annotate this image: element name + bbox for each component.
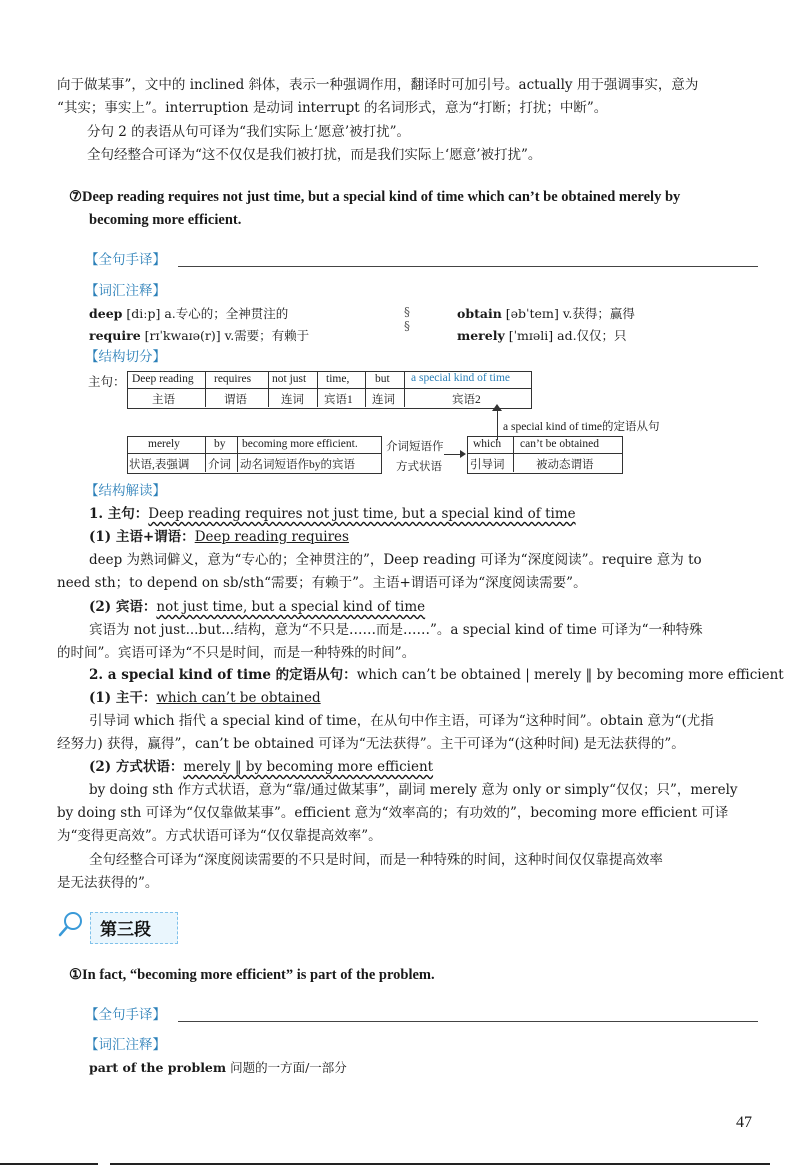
analysis-2-2-line-1: by doing sth 作方式状语，意为“靠/通过做某事”，副词 merely 意为 only or simply“仅仅；只”，merely xyxy=(89,782,738,798)
analysis-2 xyxy=(89,664,784,687)
analysis-2-1-body: which can’t be obtained xyxy=(156,690,321,706)
analysis-2-2-body: merely ‖ by becoming more efficient xyxy=(183,759,434,775)
vocab-def: a.专心的；全神贯注的 xyxy=(164,306,289,321)
row1-en-5: a special kind of time xyxy=(411,372,510,384)
vocab-word: obtain xyxy=(457,306,502,321)
section3-translation-blank-line xyxy=(178,1021,758,1022)
row1-zh-1: 谓语 xyxy=(224,394,247,406)
analysis-1-1 xyxy=(89,526,349,549)
sentence-7-line-1: ⑦Deep reading requires not just time, but a special kind of time which can’t be obtained merely by xyxy=(69,189,681,205)
row1-zh-2: 连词 xyxy=(281,394,304,406)
arrow-right-icon xyxy=(460,450,466,458)
vocab-def: 问题的一方面/一部分 xyxy=(226,1060,347,1075)
tag-analysis: 【结构解读】 xyxy=(85,483,166,499)
analysis-2-1-line-1: 引导词 which 指代 a special kind of time，在从句中作主语，可译为“这种时间”。obtain 意为“(尤指 xyxy=(89,713,714,729)
analysis-1-2-line-2: 的时间”。宾语可译为“不只是时间，而是一种特殊的时间”。 xyxy=(57,645,416,661)
vocab-word: part of the problem xyxy=(89,1060,227,1075)
col-divider xyxy=(513,437,514,472)
adverbial-divider xyxy=(127,453,381,454)
row3-zh-0: 引导词 xyxy=(470,459,505,471)
row2-en-1: by xyxy=(214,438,226,450)
row1-en-1: requires xyxy=(214,373,252,385)
translation-blank-line xyxy=(178,266,758,267)
vocab-obtain xyxy=(457,302,635,325)
prep-note-2: 方式状语 xyxy=(396,461,442,473)
summary-line-2: 是无法获得的”。 xyxy=(57,875,159,891)
top-line-1: 向于做某事”，文中的 inclined 斜体，表示一种强调作用，翻译时可加引号。actually 用于强调事实，意为 xyxy=(57,77,699,93)
vocab-merely xyxy=(457,324,627,347)
analysis-2-2-line-3: 为“变得更高效”。方式状语可译为“仅仅靠提高效率”。 xyxy=(57,828,382,844)
vocab-word: deep xyxy=(89,306,123,321)
row2-en-0: merely xyxy=(148,438,180,450)
analysis-1 xyxy=(89,503,576,526)
section3-tag-translation: 【全句手译】 xyxy=(85,1007,166,1023)
analysis-1-2 xyxy=(89,596,425,619)
section3-sentence-1: ①In fact, “becoming more efficient” is part of the problem. xyxy=(69,967,435,983)
row2-zh-2: 动名词短语作by的宾语 xyxy=(240,459,355,471)
top-line-2: “其实；事实上”。interruption 是动词 interrupt 的名词形式，意为“打断；打扰；中断”。 xyxy=(57,100,608,116)
analysis-2-1 xyxy=(89,687,321,710)
section3-tag-vocab: 【词汇注释】 xyxy=(85,1037,166,1053)
analysis-2-1-title: (1) 主干： xyxy=(89,690,157,706)
col-divider xyxy=(268,372,269,407)
analysis-1-2-line-1: 宾语为 not just...but...结构，意为“不只是……而是……”。a special kind of time 可译为“一种特殊 xyxy=(89,622,703,638)
row2-en-2: becoming more efficient. xyxy=(242,438,358,450)
main-clause-divider xyxy=(127,388,531,389)
col-divider xyxy=(205,372,206,407)
col-divider xyxy=(205,437,206,472)
magnifier-icon xyxy=(57,910,85,938)
analysis-2-2-title: (2) 方式状语： xyxy=(89,759,184,775)
vocab-pron: [ˈmɪəli] xyxy=(504,328,558,343)
vocab-deep xyxy=(89,302,288,325)
footer-rule xyxy=(110,1163,770,1165)
section3-vocab xyxy=(89,1056,347,1079)
vocab-def: v.获得；赢得 xyxy=(562,306,635,321)
analysis-1-2-body: not just time, but a special kind of time xyxy=(156,599,426,615)
clause-note: a special kind of time的定语从句 xyxy=(503,421,660,433)
vocab-def: ad.仅仅；只 xyxy=(557,328,627,343)
col-divider xyxy=(365,372,366,407)
analysis-2-2 xyxy=(89,756,433,779)
row1-en-0: Deep reading xyxy=(132,373,194,385)
analysis-1-1-body: Deep reading requires xyxy=(194,529,349,545)
clause-divider xyxy=(467,453,622,454)
row1-zh-0: 主语 xyxy=(152,394,175,406)
vocab-divider-icon: § § xyxy=(404,305,410,333)
col-divider xyxy=(237,437,238,472)
analysis-1-2-title: (2) 宾语： xyxy=(89,599,157,615)
analysis-2-body: which can’t be obtained | merely ‖ by becoming more efficient xyxy=(356,667,784,683)
prep-note: 介词短语作 xyxy=(386,441,444,453)
row1-en-4: but xyxy=(375,373,390,385)
analysis-2-1-line-2: 经努力) 获得，赢得”，can’t be obtained 可译为“无法获得”。主干可译为“(这种时间) 是无法获得的”。 xyxy=(57,736,685,752)
summary-line-1: 全句经整合可译为“深度阅读需要的不只是时间，而是一种特殊的时间，这种时间仅仅靠提高效率 xyxy=(89,852,663,868)
arrow-up-icon xyxy=(492,404,502,411)
analysis-1-1-line-1: deep 为熟词僻义，意为“专心的；全神贯注的”，Deep reading 可译为“深度阅读”。require 意为 to xyxy=(89,552,702,568)
row3-en-1: can’t be obtained xyxy=(520,438,599,450)
page-number: 47 xyxy=(736,1114,752,1131)
tag-vocab: 【词汇注释】 xyxy=(85,283,166,299)
sentence-7-line-2: becoming more efficient. xyxy=(89,212,242,228)
row1-zh-4: 连词 xyxy=(372,394,395,406)
vocab-pron: [rɪˈkwaɪə(r)] xyxy=(140,328,225,343)
analysis-1-body: Deep reading requires not just time, but a special kind of time xyxy=(148,506,576,522)
row1-en-3: time, xyxy=(326,373,350,385)
row2-zh-0: 状语,表强调 xyxy=(129,459,190,471)
row1-en-2: not just xyxy=(272,373,307,385)
top-line-3: 分句 2 的表语从句可译为“我们实际上‘愿意’被打扰”。 xyxy=(87,124,411,140)
tag-full-translation: 【全句手译】 xyxy=(85,252,166,268)
row3-zh-1: 被动态谓语 xyxy=(536,459,594,471)
analysis-1-1-title: (1) 主语+谓语： xyxy=(89,529,195,545)
tag-structure: 【结构切分】 xyxy=(85,349,166,365)
top-line-4: 全句经整合可译为“这不仅仅是我们被打扰，而是我们实际上‘愿意’被打扰”。 xyxy=(87,147,542,163)
vocab-pron: [diːp] xyxy=(122,306,165,321)
section-title: 第三段 xyxy=(100,920,151,940)
analysis-1-1-line-2: need sth；to depend on sb/sth“需要；有赖于”。主语+谓语可译为“深度阅读需要”。 xyxy=(57,575,587,591)
col-divider xyxy=(317,372,318,407)
vocab-word: merely xyxy=(457,328,505,343)
row2-zh-1: 介词 xyxy=(208,459,231,471)
footer-rule-left xyxy=(0,1163,98,1165)
row1-zh-3: 宾语1 xyxy=(324,394,353,406)
vocab-word: require xyxy=(89,328,141,343)
analysis-2-title: 2. a special kind of time 的定语从句： xyxy=(89,667,357,683)
vocab-pron: [əbˈteɪn] xyxy=(501,306,563,321)
col-divider xyxy=(404,372,405,407)
row1-zh-5: 宾语2 xyxy=(452,394,481,406)
analysis-1-title: 1. 主句： xyxy=(89,506,149,522)
row3-en-0: which xyxy=(473,438,502,450)
analysis-2-2-line-2: by doing sth 可译为“仅仅靠做某事”。efficient 意为“效率高的；有功效的”，becoming more efficient 可译 xyxy=(57,805,729,821)
vocab-def: v.需要；有赖于 xyxy=(224,328,310,343)
vocab-require xyxy=(89,324,309,347)
main-clause-label: 主句： xyxy=(88,375,126,389)
